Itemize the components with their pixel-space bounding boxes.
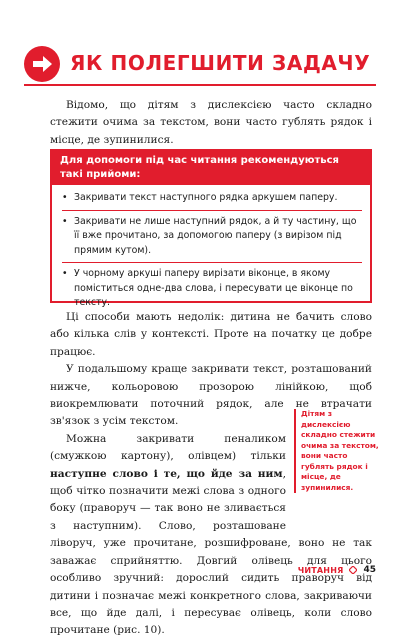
intro-paragraph: Відомо, що дітям з дислексією часто складно стежити очима за текстом, вони часто гублять рядок і місце, де зупинилися. <box>50 99 372 146</box>
emphasis-text: наступне слово і те, що йде за ним <box>50 467 283 480</box>
tips-box <box>50 149 372 308</box>
paragraph: Ці способи мають недолік: дитина не бачить слово або кілька слів у контексті. Проте на початку це добре працює. <box>50 311 372 358</box>
tip-item <box>62 215 362 259</box>
footer-section-title: ЧИТАННЯ <box>297 565 344 575</box>
paragraph-text: , щоб чітко позначити межі слова з одного боку (праворуч — так воно не зливається з наступним). Слово, розташоване ліворуч, уже прочитане, розшифроване, воно не так заважає сприйняттю. Довгий олівець для цього особливо зручний: дорослий сидить праворуч від дитини і позначає межі конкретного слова, закриваючи все, що йде далі, і пересуває олівець, коли слово прочитане (рис. 10). <box>50 467 372 637</box>
bullet-icon: • <box>62 215 68 227</box>
tip-divider <box>62 210 362 211</box>
bullet-icon: • <box>62 268 68 279</box>
tips-list <box>62 191 362 313</box>
diamond-icon <box>349 566 357 574</box>
tip-text: У чорному аркуші паперу вирізати віконце, в якому поміститься одне-два слова, і пересувати це віконце по тексту. <box>74 268 353 308</box>
title-divider <box>24 84 376 86</box>
paragraph-text: Можна закривати пеналиком (смужкою картону), олівцем) тільки <box>50 432 286 463</box>
tip-item <box>62 267 362 311</box>
arrow-right-icon <box>24 46 60 82</box>
page-number: 45 <box>363 565 376 575</box>
tip-text: Закривати текст наступного рядка аркушем паперу. <box>74 192 338 203</box>
tip-divider <box>62 262 362 263</box>
tip-item <box>62 191 362 206</box>
bullet-icon: • <box>62 192 68 203</box>
page-title: ЯК ПОЛЕГШИТИ ЗАДАЧУ <box>70 51 371 75</box>
tip-text: Закривати не лише наступний рядок, а й ту частину, що її вже прочитано, за допомогою паперу (з вирізом під прямим кутом). <box>74 215 357 256</box>
section-header <box>24 46 376 82</box>
paragraph: У подальшому краще закривати текст, розташований нижче, кольоровою прозорою лінійкою, щоб виокремлювати поточний рядок, але не втрачати зв'язок з усім текстом. <box>50 363 372 428</box>
tips-heading: Для допомоги під час читання рекомендуються такі прийоми: <box>52 151 370 185</box>
margin-note: Дітям з дислексією складно стежити очима за текстом, вони часто гублять рядок і місце, де зупинилися. <box>294 409 381 493</box>
page-footer <box>298 563 376 577</box>
